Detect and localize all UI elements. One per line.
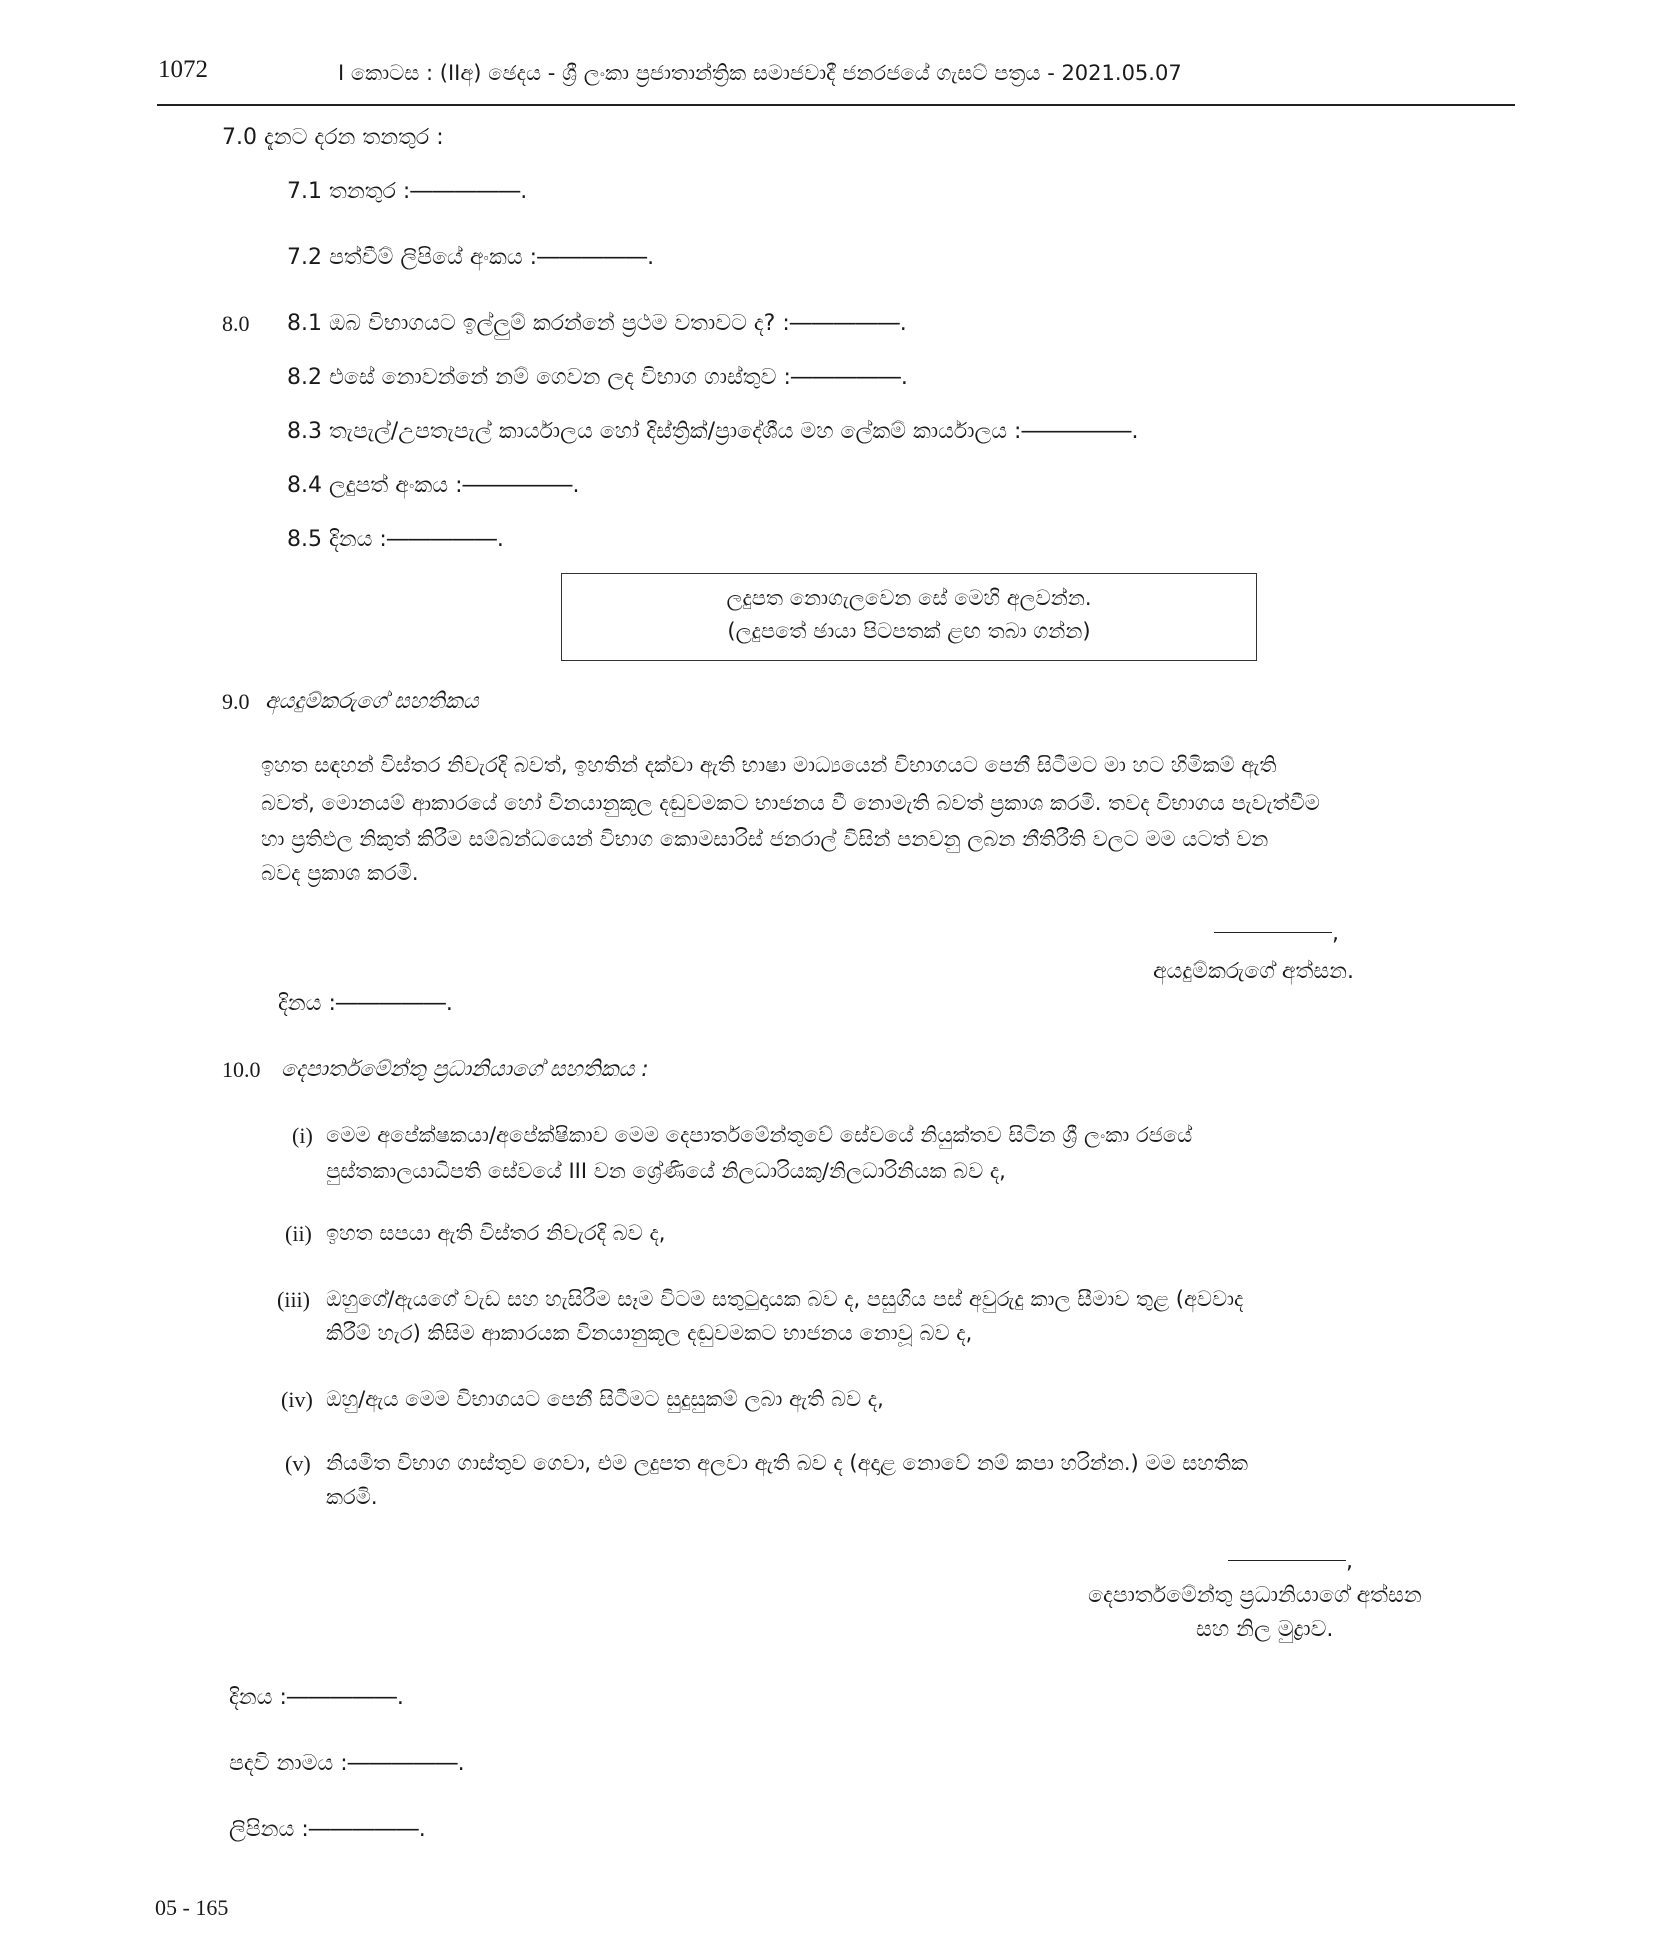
receipt-box-line-2: (ලදුපතේ ඡායා පිටපතක් ළඟ තබා ගන්න) — [727, 618, 1091, 643]
applicant-declaration-line-3: හා ප්‍රතිඵල නිකුත් කිරීම සම්බන්ධයෙන් විභාග කොමසාරිස් ජනරාල් විසින් පනවනු ලබන නීතිරීති වලට මම යටත් වන — [261, 827, 1269, 851]
head-signature-label-2: සහ නිල මුද්‍රාව. — [1196, 1617, 1334, 1642]
section-8-number: 8.0 — [222, 311, 250, 336]
section-9-number: 9.0 — [222, 689, 250, 714]
receipt-box-line-1: ලදුපත නොගැලවෙන සේ මෙහි අලවන්න. — [726, 586, 1092, 610]
gazette-header-title: I කොටස : (IIඅ) ඡෙදය - ශ්‍රී ලංකා ප්‍රජාතාන්ත්‍රික සමාජවාදී ජනරජයේ ගැසට් පත්‍රය - 2021.05.07 — [338, 61, 1182, 85]
section-7-heading: 7.0 දැනට දරන තනතුර : — [222, 125, 444, 150]
item-ii-marker: (ii) — [285, 1221, 312, 1246]
head-address: ලිපිනය :―――――. — [229, 1817, 426, 1842]
head-signature-label-1: දෙපාර්තමේන්තු ප්‍රධානියාගේ අත්සන — [1088, 1583, 1422, 1608]
item-iv-line-1: ඔහු/ඇය මෙම විභාගයට පෙනී සිටීමට සුදුසුකම් ලබා ඇති බව ද, — [326, 1387, 884, 1411]
section-9-title: අයදුම්කරුගේ සහතිකය — [265, 689, 479, 714]
item-i-marker: (i) — [292, 1123, 313, 1148]
section-8-2-exam-fee: 8.2 එසේ නොවන්නේ නම් ගෙවන ලද විභාග ගාස්තුව :―――――. — [287, 365, 908, 390]
item-iii-marker: (iii) — [277, 1287, 310, 1312]
item-i-line-2: පුස්තකාලයාධිපති සේවයේ III වන ශ්‍රේණියේ නිලධාරියකු/නිලධාරිනියක බව ද, — [326, 1159, 1006, 1183]
footer-code: 05 - 165 — [155, 1895, 229, 1920]
head-signature-line: , — [1228, 1546, 1353, 1578]
item-iii-line-2: කිරීම් හැර) කිසිම ආකාරයක විනයානුකූල දඬුවමකට භාජනය නොවූ බව ද, — [326, 1321, 973, 1345]
section-8-1-first-attempt: 8.1 ඔබ විභාගයට ඉල්ලුම් කරන්නේ ප්‍රථම වතාවට ද? :―――――. — [287, 311, 907, 336]
applicant-date: දිනය :―――――. — [278, 991, 453, 1016]
head-date: දිනය :―――――. — [229, 1685, 404, 1710]
receipt-paste-box — [561, 573, 1257, 661]
section-7-2-appointment-letter-number: 7.2 පත්වීම් ලිපියේ අංකය :―――――. — [287, 245, 655, 270]
item-iv-marker: (iv) — [281, 1387, 313, 1412]
item-i-line-1: මෙම අපේක්ෂකයා/අපේක්ෂිකාව මෙම දෙපාර්තමේන්තුවේ සේවයේ නියුක්තව සිටින ශ්‍රී ලංකා රජයේ — [326, 1123, 1193, 1147]
item-v-marker: (v) — [285, 1451, 311, 1476]
item-iii-line-1: ඔහුගේ/ඇයගේ වැඩ සහ හැසිරීම සෑම විටම සතුටුදායක බව ද, පසුගිය පස් අවුරුදු කාල සීමාව තුළ (අවවාද — [326, 1287, 1244, 1311]
item-v-line-2: කරමි. — [326, 1485, 378, 1509]
item-ii-line-1: ඉහත සපයා ඇති විස්තර නිවැරදි බව ද, — [326, 1221, 666, 1245]
section-10-number: 10.0 — [222, 1057, 261, 1082]
section-8-4-receipt-number: 8.4 ලදුපත් අංකය :―――――. — [287, 473, 580, 498]
page-number: 1072 — [158, 56, 208, 83]
applicant-signature-label: අයදුම්කරුගේ අත්සන. — [1153, 959, 1355, 984]
section-7-1-position: 7.1 තනතුර :―――――. — [287, 179, 528, 204]
section-10-title: දෙපාර්තමේන්තු ප්‍රධානියාගේ සහතිකය : — [281, 1057, 649, 1082]
applicant-declaration-line-2: බවත්, මොනයම් ආකාරයේ හෝ විනයානුකූල දඬුවමකට භාජනය වී නොමැති බවත් ප්‍රකාශ කරමි. තවද විභාගය පැවැත්වීම — [261, 791, 1320, 815]
section-8-3-post-office: 8.3 තැපැල්/උපතැපැල් කාර්යාලය හෝ දිස්ත්‍රික්/ප්‍රාදේශීය මහ ලේකම් කාර්යාලය :―――――. — [287, 419, 1139, 444]
applicant-declaration-line-4: බවද ප්‍රකාශ කරමි. — [261, 861, 419, 885]
head-designation: පදවි නාමය :―――――. — [229, 1751, 465, 1776]
section-8-5-date: 8.5 දිනය :―――――. — [287, 527, 504, 552]
item-v-line-1: නියමිත විභාග ගාස්තුව ගෙවා, එම ලදුපත අලවා ඇති බව ද (අදාළ නොවේ නම් කපා හරින්න.) මම සහතික — [326, 1451, 1249, 1475]
header-rule — [157, 104, 1515, 106]
applicant-signature-line: , — [1214, 918, 1339, 950]
applicant-declaration-line-1: ඉහත සඳහන් විස්තර නිවැරදි බවත්, ඉහතින් දක්වා ඇති භාෂා මාධ්‍යයෙන් විභාගයට පෙනී සිටීමට මා හට හිමිකම් ඇති — [261, 753, 1277, 777]
